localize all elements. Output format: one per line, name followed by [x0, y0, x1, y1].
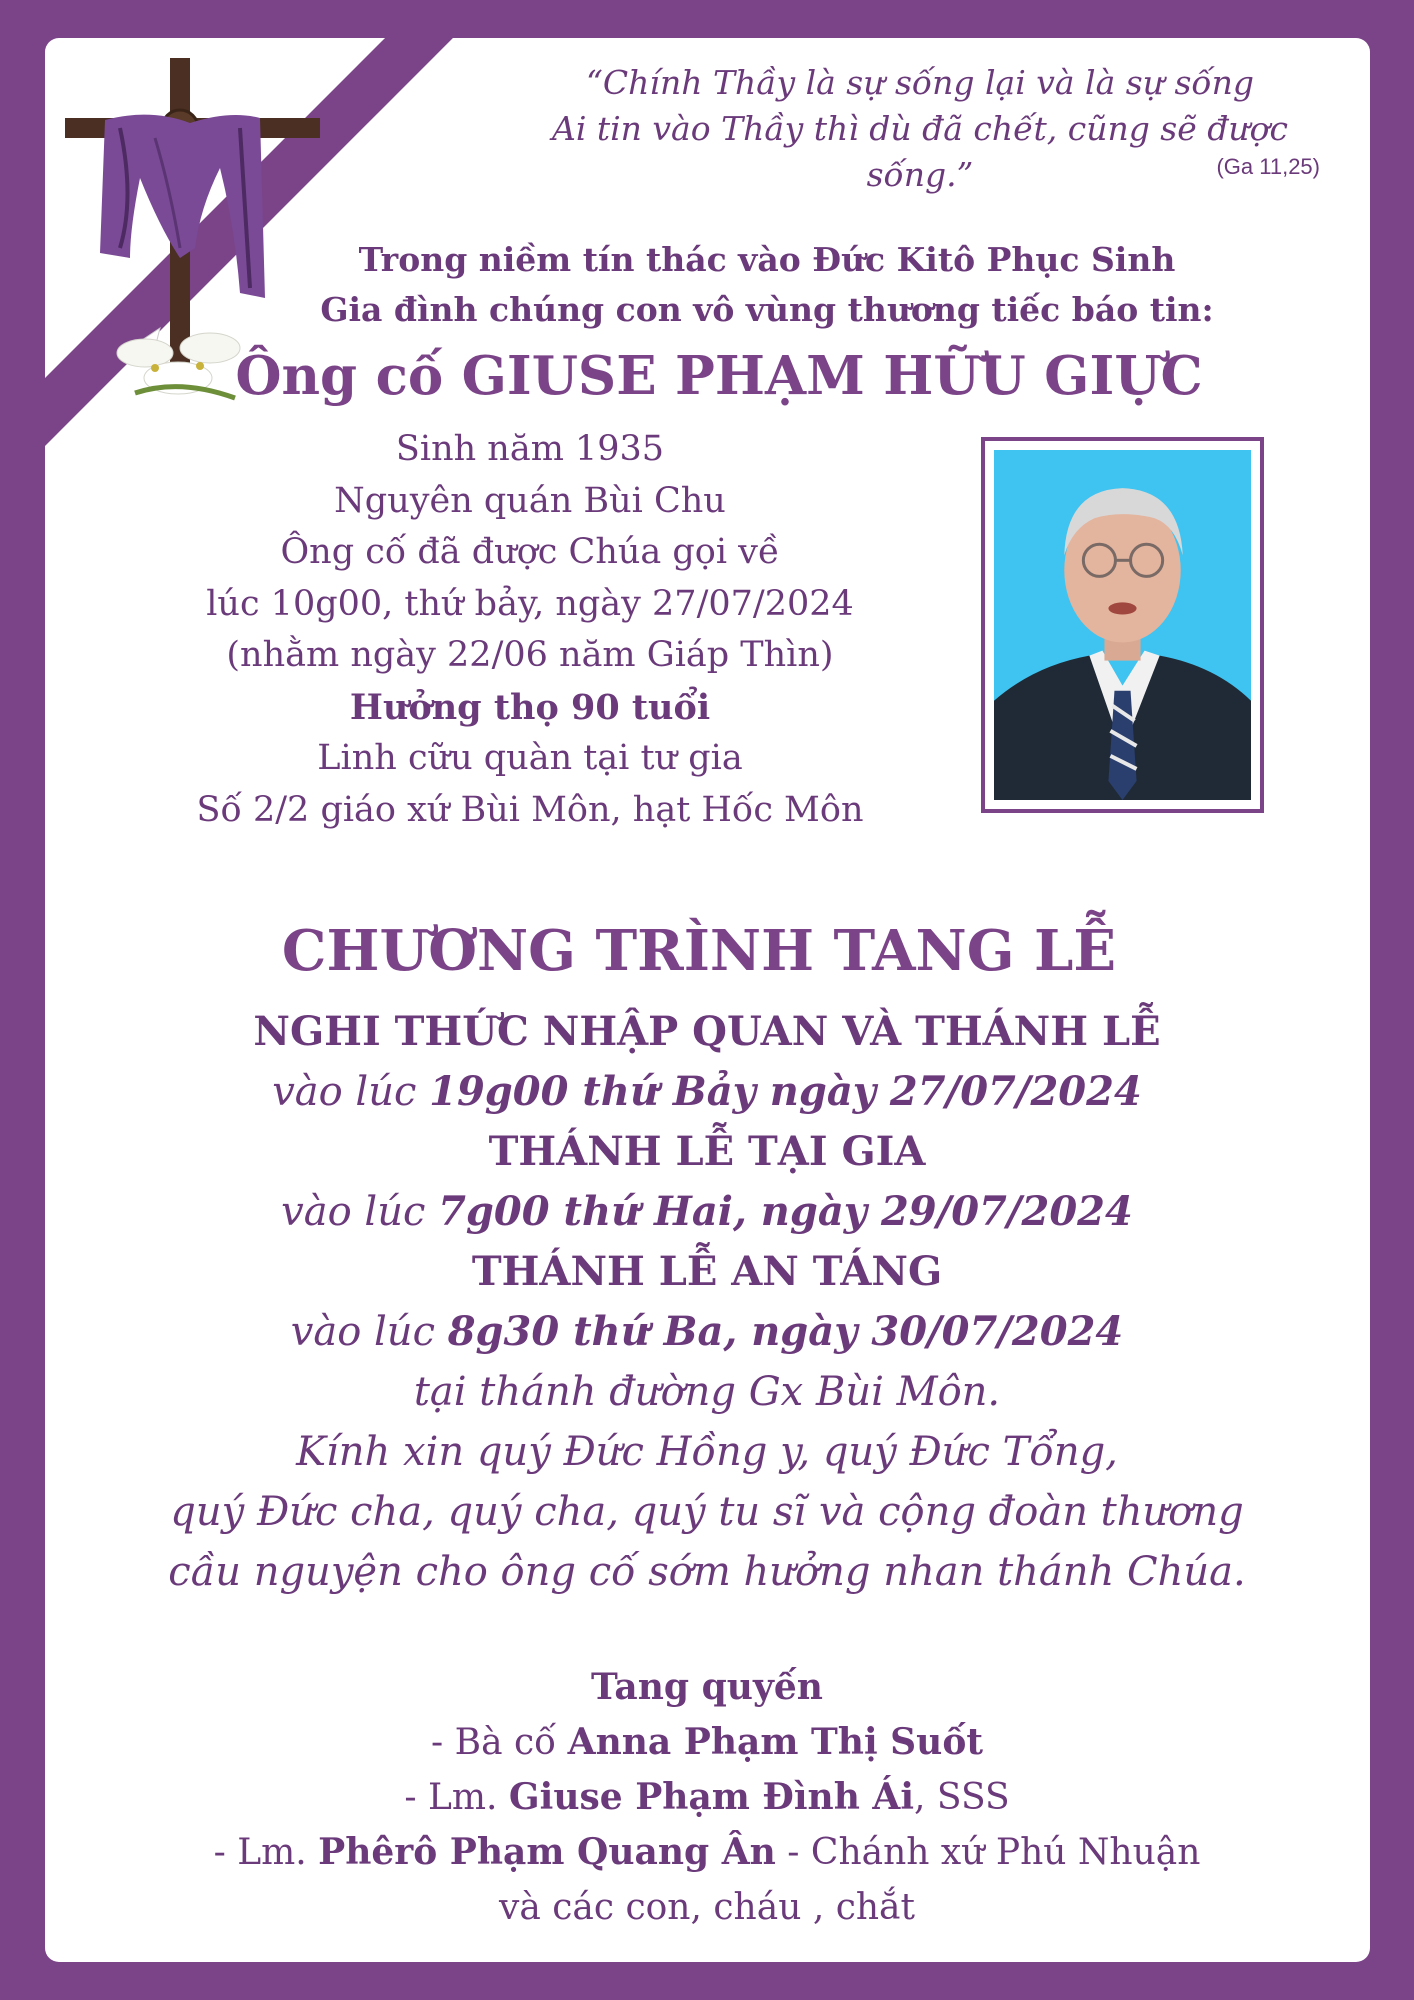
- event3-time-line: vào lúc 8g30 thứ Ba, ngày 30/07/2024: [290, 1308, 1124, 1355]
- event3-title: THÁNH LỄ AN TÁNG: [471, 1248, 943, 1295]
- deceased-info: [130, 424, 930, 836]
- address: Số 2/2 giáo xứ Bùi Môn, hạt Hốc Môn: [196, 789, 864, 830]
- quote-reference: (Ga 11,25): [1216, 154, 1320, 179]
- event1-time-line: vào lúc 19g00 thứ Bảy ngày 27/07/2024: [272, 1068, 1142, 1115]
- quote-line-2: Ai tin vào Thầy thì dù đã chết, cũng sẽ được sống.”: [551, 109, 1288, 194]
- family-member-3: - Lm. Phêrô Phạm Quang Ân - Chánh xứ Phú Nhuận: [213, 1831, 1201, 1873]
- intro-line-2: Gia đình chúng con vô vùng thương tiếc báo tin:: [320, 290, 1214, 329]
- intro-text: [60, 235, 1414, 335]
- event2-time-line: vào lúc 7g00 thứ Hai, ngày 29/07/2024: [281, 1188, 1133, 1235]
- family-closing: và các con, cháu , chắt: [499, 1887, 915, 1928]
- deceased-name: Ông cố GIUSE PHẠM HỮU GIỰC: [235, 345, 1203, 407]
- event2-time: 7g00 thứ Hai, ngày 29/07/2024: [438, 1188, 1133, 1235]
- portrait-image: [994, 450, 1251, 800]
- event1-title: NGHI THỨC NHẬP QUAN VÀ THÁNH LỄ: [253, 1008, 1161, 1055]
- origin: Nguyên quán Bùi Chu: [334, 480, 726, 521]
- event1-time: 19g00 thứ Bảy ngày 27/07/2024: [429, 1068, 1142, 1115]
- called-text: Ông cố đã được Chúa gọi về: [280, 532, 780, 572]
- coffin-location: Linh cữu quàn tại tư gia: [317, 738, 743, 778]
- event3-time: 8g30 thứ Ba, ngày 30/07/2024: [447, 1308, 1124, 1355]
- age: Hưởng thọ 90 tuổi: [349, 686, 711, 728]
- scripture-quote: [500, 60, 1340, 198]
- portrait-photo: [981, 437, 1264, 813]
- intro-line-1: Trong niềm tín thác vào Đức Kitô Phục Sinh: [358, 240, 1176, 279]
- mass-location: tại thánh đường Gx Bùi Môn.: [413, 1369, 1001, 1415]
- family-title: Tang quyến: [591, 1666, 823, 1708]
- program-title: CHƯƠNG TRÌNH TANG LỄ: [281, 918, 1117, 984]
- family-section: [0, 1660, 1414, 1935]
- family-member-1: - Bà cố Anna Phạm Thị Suốt: [431, 1721, 983, 1763]
- family-member-2: - Lm. Giuse Phạm Đình Ái, SSS: [404, 1776, 1010, 1818]
- funeral-program: [0, 1002, 1414, 1602]
- event2-title: THÁNH LỄ TẠI GIA: [488, 1128, 926, 1175]
- request-line-2: quý Đức cha, quý cha, quý tu sĩ và cộng đoàn thương: [170, 1489, 1244, 1535]
- quote-line-1: “Chính Thầy là sự sống lại và là sự sống: [586, 63, 1254, 102]
- request-line-1: Kính xin quý Đức Hồng y, quý Đức Tổng,: [296, 1429, 1118, 1475]
- lunar-date: (nhằm ngày 22/06 năm Giáp Thìn): [226, 635, 834, 675]
- death-time: lúc 10g00, thứ bảy, ngày 27/07/2024: [206, 583, 854, 624]
- birth-year: Sinh năm 1935: [395, 429, 665, 469]
- request-line-3: cầu nguyện cho ông cố sớm hưởng nhan thánh Chúa.: [168, 1549, 1246, 1595]
